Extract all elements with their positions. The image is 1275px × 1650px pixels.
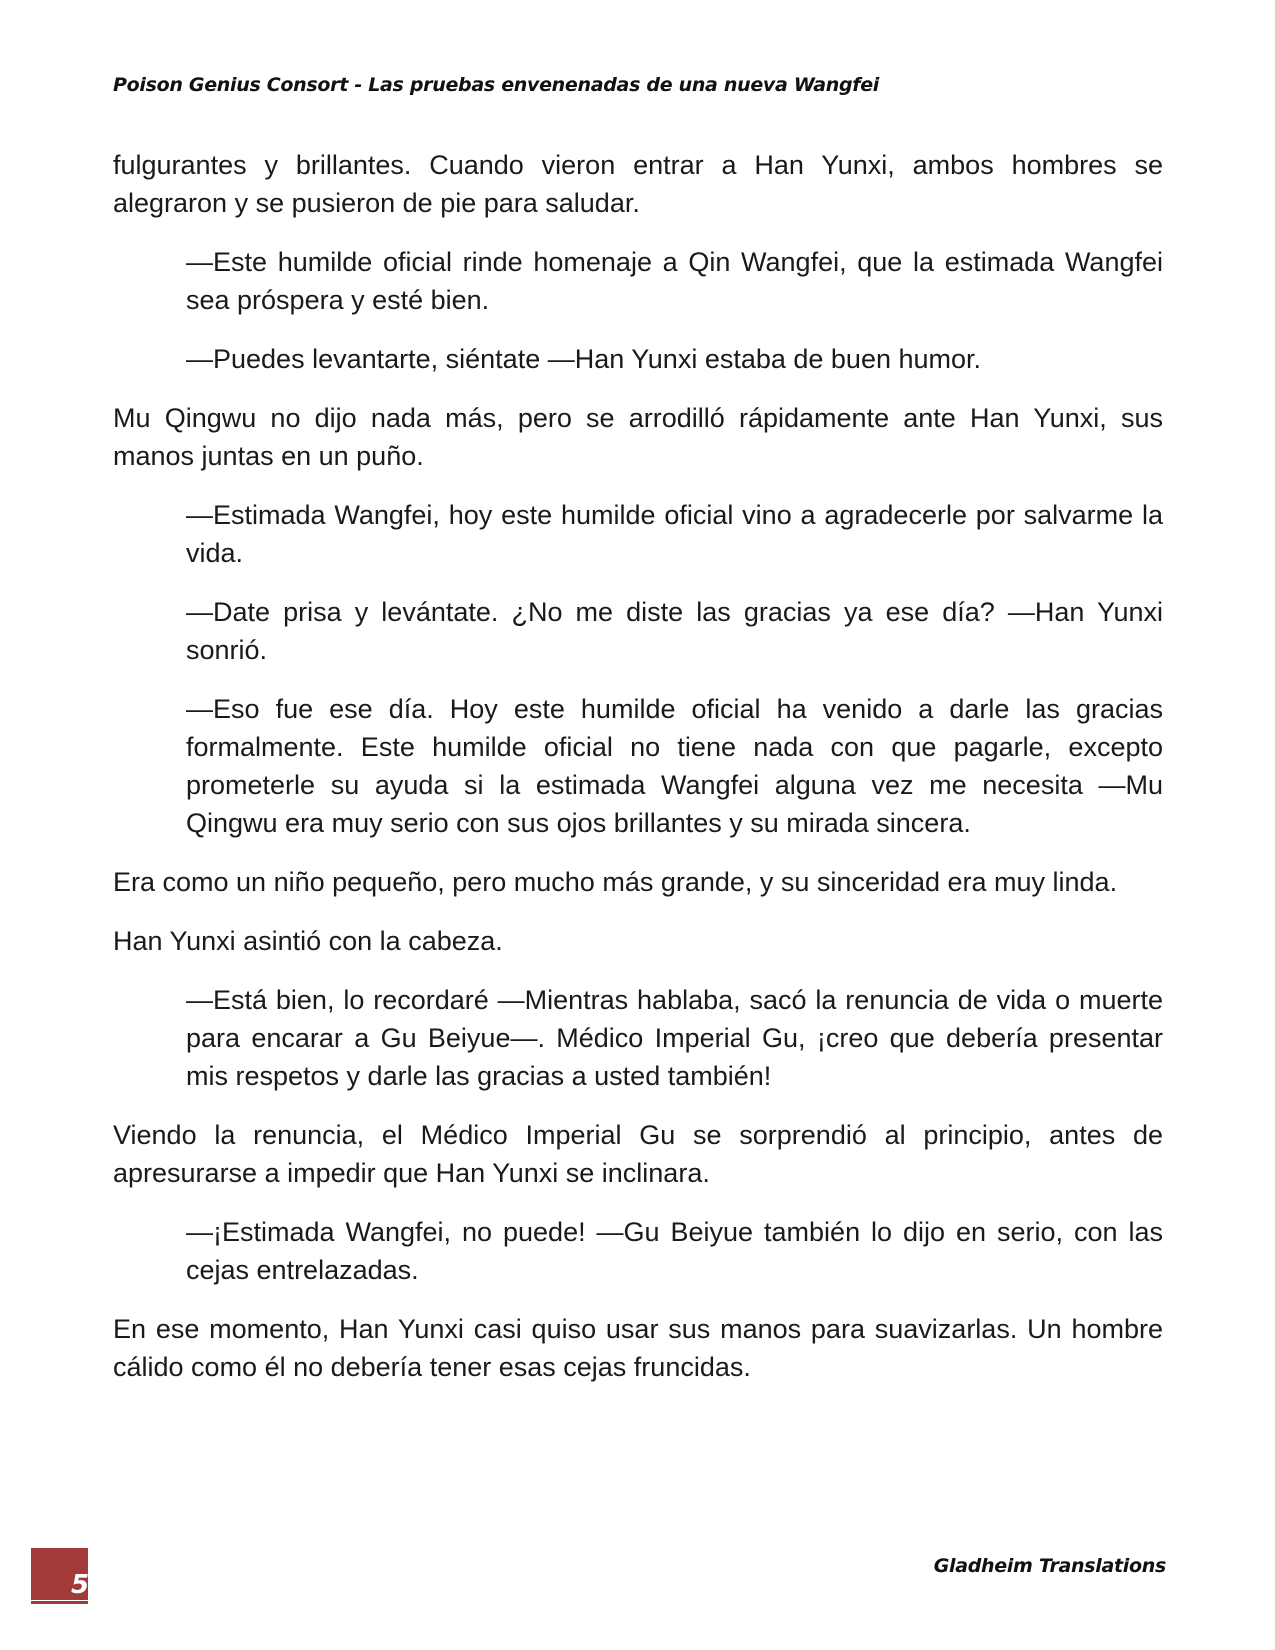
- paragraph: Viendo la renuncia, el Médico Imperial Gu se sorprendió al principio, antes de apresurarse a impedir que Han Yunxi se inclinara.: [113, 1120, 1163, 1188]
- translator-credit: Gladheim Translations: [933, 1555, 1166, 1577]
- paragraph: Han Yunxi asintió con la cabeza.: [113, 926, 503, 956]
- dialogue-paragraph: —Date prisa y levántate. ¿No me diste las gracias ya ese día? —Han Yunxi sonrió.: [186, 597, 1163, 665]
- paragraph: Mu Qingwu no dijo nada más, pero se arrodilló rápidamente ante Han Yunxi, sus manos juntas en un puño.: [113, 403, 1163, 471]
- running-header: Poison Genius Consort - Las pruebas envenenadas de una nueva Wangfei: [113, 74, 880, 96]
- page-number: 5: [71, 1570, 90, 1600]
- paragraph: Era como un niño pequeño, pero mucho más grande, y su sinceridad era muy linda.: [113, 867, 1118, 897]
- dialogue-paragraph: —Estimada Wangfei, hoy este humilde oficial vino a agradecerle por salvarme la vida.: [186, 500, 1163, 568]
- dialogue-paragraph: —Está bien, lo recordaré —Mientras hablaba, sacó la renuncia de vida o muerte para encarar a Gu Beiyue—. Médico Imperial Gu, ¡creo que debería presentar mis respetos y darle las gracias a usted también!: [186, 985, 1163, 1091]
- paragraph: fulgurantes y brillantes. Cuando vieron entrar a Han Yunxi, ambos hombres se alegraron y se pusieron de pie para saludar.: [113, 150, 1163, 218]
- dialogue-paragraph: —Este humilde oficial rinde homenaje a Qin Wangfei, que la estimada Wangfei sea próspera y esté bien.: [186, 247, 1163, 315]
- dialogue-paragraph: —¡Estimada Wangfei, no puede! —Gu Beiyue también lo dijo en serio, con las cejas entrelazadas.: [186, 1217, 1163, 1285]
- page-body: [113, 146, 1163, 1407]
- page-number-underline: [31, 1601, 88, 1604]
- dialogue-paragraph: —Eso fue ese día. Hoy este humilde oficial ha venido a darle las gracias formalmente. Este humilde oficial no tiene nada con que pagarle, excepto prometerle su ayuda si la estimada Wangfei alguna vez me necesita —Mu Qingwu era muy serio con sus ojos brillantes y su mirada sincera.: [186, 694, 1163, 838]
- paragraph: En ese momento, Han Yunxi casi quiso usar sus manos para suavizarlas. Un hombre cálido como él no debería tener esas cejas fruncidas.: [113, 1314, 1163, 1382]
- dialogue-paragraph: —Puedes levantarte, siéntate —Han Yunxi estaba de buen humor.: [186, 344, 982, 374]
